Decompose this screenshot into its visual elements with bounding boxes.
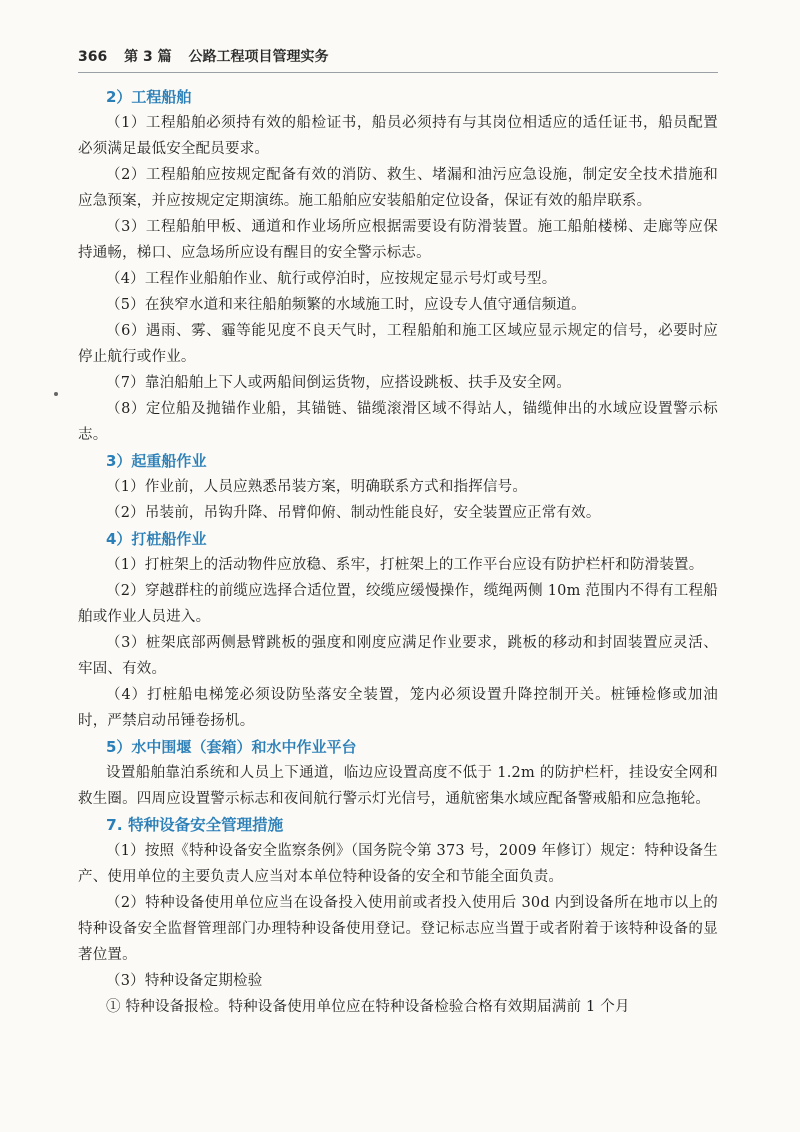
paragraph: （1）按照《特种设备安全监察条例》（国务院令第 373 号，2009 年修订）规定：特种设备生产、使用单位的主要负责人应当对本单位特种设备的安全和节能全面负责。 bbox=[78, 843, 718, 885]
page-number: 366 bbox=[78, 49, 108, 65]
page-content bbox=[78, 84, 718, 1020]
book-title: 公路工程项目管理实务 bbox=[188, 49, 329, 65]
paragraph: （8）定位船及抛锚作业船，其锚链、锚缆滚滑区域不得站人，锚缆伸出的水域应设置警示标志。 bbox=[78, 401, 718, 443]
section-heading: 5）水中围堰（套箱）和水中作业平台 bbox=[106, 738, 357, 756]
paragraph: （4）工程作业船舶作业、航行或停泊时，应按规定显示号灯或号型。 bbox=[106, 271, 557, 287]
paragraph: （1）作业前，人员应熟悉吊装方案，明确联系方式和指挥信号。 bbox=[106, 479, 528, 495]
section-heading: 3）起重船作业 bbox=[106, 452, 207, 470]
paragraph: （2）吊装前，吊钩升降、吊臂仰俯、制动性能良好，安全装置应正常有效。 bbox=[106, 505, 601, 521]
paragraph: （3）工程船舶甲板、通道和作业场所应根据需要设有防滑装置。施工船舶楼梯、走廊等应保持通畅，梯口、应急场所应设有醒目的安全警示标志。 bbox=[78, 219, 718, 261]
paragraph: （7）靠泊船舶上下人或两船间倒运货物，应搭设跳板、扶手及安全网。 bbox=[106, 375, 572, 391]
section-heading: 2）工程船舶 bbox=[106, 88, 192, 106]
paragraph: （4）打桩船电梯笼必须设防坠落安全装置，笼内必须设置升降控制开关。桩锤检修或加油时，严禁启动吊锤卷扬机。 bbox=[78, 687, 718, 729]
paragraph: （3）特种设备定期检验 bbox=[106, 973, 263, 989]
paragraph: ① 特种设备报检。特种设备使用单位应在特种设备检验合格有效期届满前 1 个月 bbox=[106, 999, 630, 1015]
part-label: 第 3 篇 bbox=[124, 49, 172, 65]
paragraph: （5）在狭窄水道和来往船舶频繁的水域施工时，应设专人值守通信频道。 bbox=[106, 297, 586, 313]
margin-dot bbox=[54, 392, 58, 396]
running-header bbox=[78, 46, 718, 72]
header-rule bbox=[78, 72, 718, 73]
paragraph: （6）遇雨、雾、霾等能见度不良天气时，工程船舶和施工区域应显示规定的信号，必要时应停止航行或作业。 bbox=[78, 323, 718, 365]
major-heading: 7. 特种设备安全管理措施 bbox=[106, 816, 284, 834]
paragraph: （3）桩架底部两侧悬臂跳板的强度和刚度应满足作业要求，跳板的移动和封固装置应灵活、牢固、有效。 bbox=[78, 635, 718, 677]
paragraph: （1）工程船舶必须持有效的船检证书，船员必须持有与其岗位相适应的适任证书，船员配置必须满足最低安全配员要求。 bbox=[78, 115, 718, 157]
paragraph: （2）穿越群柱的前缆应选择合适位置，绞缆应缓慢操作，缆绳两侧 10m 范围内不得有工程船舶或作业人员进入。 bbox=[78, 583, 718, 625]
section-heading: 4）打桩船作业 bbox=[106, 530, 207, 548]
paragraph: （2）特种设备使用单位应当在设备投入使用前或者投入使用后 30d 内到设备所在地市以上的特种设备安全监督管理部门办理特种设备使用登记。登记标志应当置于或者附着于该特种设备的显著位置。 bbox=[78, 895, 718, 963]
paragraph: （2）工程船舶应按规定配备有效的消防、救生、堵漏和油污应急设施，制定安全技术措施和应急预案，并应按规定定期演练。施工船舶应安装船舶定位设备，保证有效的船岸联系。 bbox=[78, 167, 718, 209]
paragraph: 设置船舶靠泊系统和人员上下通道，临边应设置高度不低于 1.2m 的防护栏杆，挂设安全网和救生圈。四周应设置警示标志和夜间航行警示灯光信号，通航密集水域应配备警戒船和应急拖轮。 bbox=[78, 765, 718, 807]
paragraph: （1）打桩架上的活动物件应放稳、系牢，打桩架上的工作平台应设有防护栏杆和防滑装置。 bbox=[106, 557, 704, 573]
